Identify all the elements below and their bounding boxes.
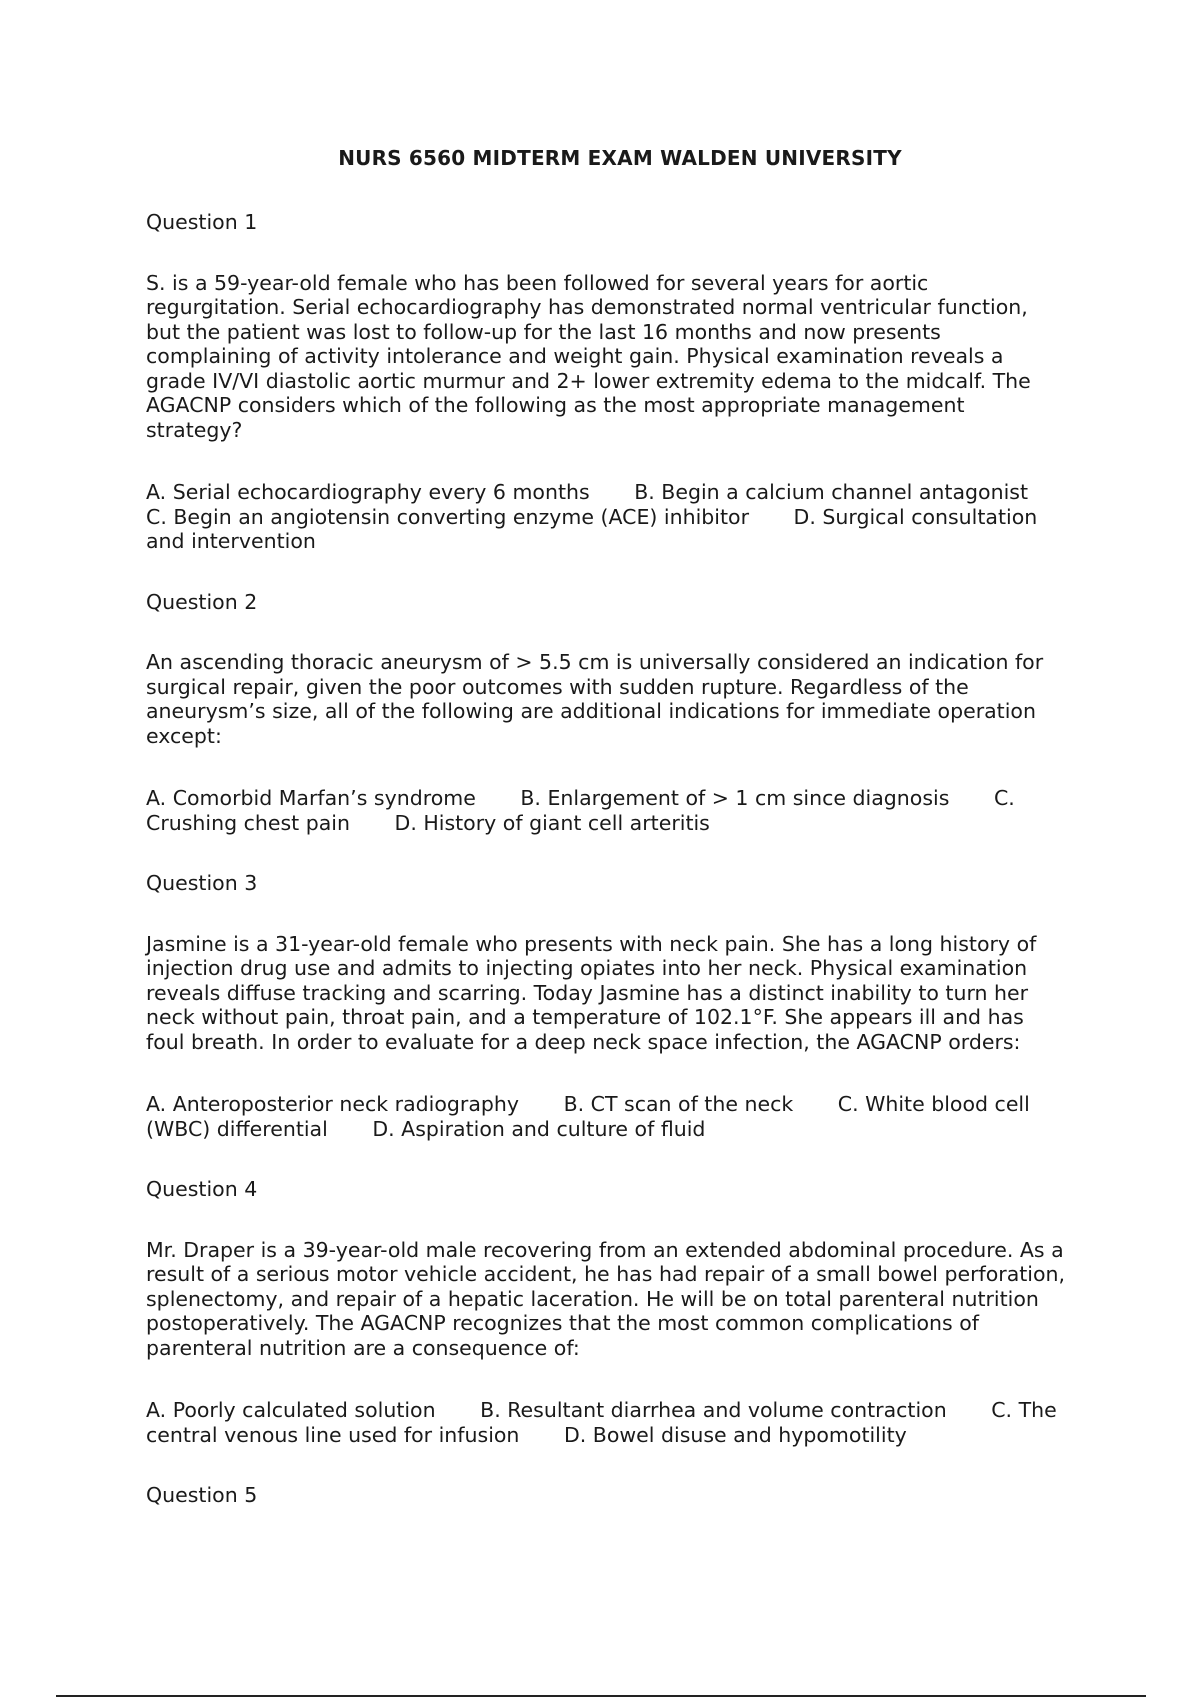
answer-option-a: A. Comorbid Marfan’s syndrome <box>146 786 476 810</box>
question-2 <box>146 590 1066 836</box>
answer-option-d: D. History of giant cell arteritis <box>394 810 710 835</box>
page-footer-rule <box>56 1695 1146 1697</box>
question-stem: An ascending thoracic aneurysm of > 5.5 cm is universally considered an indication for surgical repair, given the poor outcomes with sudden rupture. Regardless of the aneurysm’s size, all of the following are additional indications for immediate operation except: <box>146 650 1044 748</box>
answer-option-a: A. Serial echocardiography every 6 months <box>146 480 590 504</box>
answer-option-b: B. Resultant diarrhea and volume contraction <box>480 1398 947 1422</box>
answer-options <box>146 786 1066 835</box>
answer-option-b: B. Enlargement of > 1 cm since diagnosis <box>520 786 950 810</box>
answer-option-c: C. Begin an angiotensin converting enzyme (ACE) inhibitor <box>146 504 750 529</box>
question-heading: Question 4 <box>146 1177 258 1201</box>
answer-option-c: C. Crushing chest pain <box>146 786 1015 835</box>
question-5 <box>146 1483 1066 1508</box>
answer-option-d: D. Surgical consultation and intervention <box>146 504 1038 553</box>
question-stem: Jasmine is a 31-year-old female who presents with neck pain. She has a long history of injection drug use and admits to injecting opiates into her neck. Physical examination reveals diffuse tracking and scarring. Today Jasmine has a distinct inability to turn her neck without pain, throat pain, and a temperature of 102.1°F. She appears ill and has foul breath. In order to evaluate for a deep neck space infection, the AGACNP orders: <box>146 931 1037 1054</box>
answer-option-a: A. Poorly calculated solution <box>146 1398 436 1422</box>
answer-options <box>146 480 1066 554</box>
answer-options <box>146 1092 1066 1141</box>
question-heading: Question 2 <box>146 589 258 614</box>
answer-option-c: C. White blood cell (WBC) differential <box>146 1092 1030 1141</box>
question-stem: S. is a 59-year-old female who has been followed for several years for aortic regurgitation. Serial echocardiography has demonstrated normal ventricular function, but the patient was lost to follow-up for the last 16 months and now presents complaining of activity intolerance and weight gain. Physical examination reveals a grade IV/VI diastolic aortic murmur and 2+ lower extremity edema to the midcalf. The AGACNP considers which of the following as the most appropriate management strategy? <box>146 270 1031 442</box>
question-heading: Question 3 <box>146 871 258 895</box>
answer-option-d: D. Bowel disuse and hypomotility <box>563 1422 907 1447</box>
answer-option-c: C. The central venous line used for infusion <box>146 1398 1057 1447</box>
question-heading: Question 1 <box>146 210 258 234</box>
question-4 <box>146 1177 1066 1447</box>
answer-options <box>146 1398 1066 1447</box>
answer-option-a: A. Anteroposterior neck radiography <box>146 1092 520 1116</box>
question-1 <box>146 210 1066 554</box>
answer-option-b: B. CT scan of the neck <box>563 1092 794 1116</box>
answer-option-b: B. Begin a calcium channel antagonist <box>634 480 1028 504</box>
question-heading: Question 5 <box>146 1483 258 1507</box>
document-body <box>146 210 1066 1544</box>
question-stem: Mr. Draper is a 39-year-old male recovering from an extended abdominal procedure. As a result of a serious motor vehicle accident, he has had repair of a small bowel perforation, splenectomy, and repair of a hepatic laceration. He will be on total parenteral nutrition postoperatively. The AGACNP recognizes that the most common complications of parenteral nutrition are a consequence of: <box>146 1237 1066 1360</box>
question-3 <box>146 871 1066 1141</box>
document-title: NURS 6560 MIDTERM EXAM WALDEN UNIVERSITY <box>338 146 902 170</box>
answer-option-d: D. Aspiration and culture of fluid <box>372 1116 706 1141</box>
